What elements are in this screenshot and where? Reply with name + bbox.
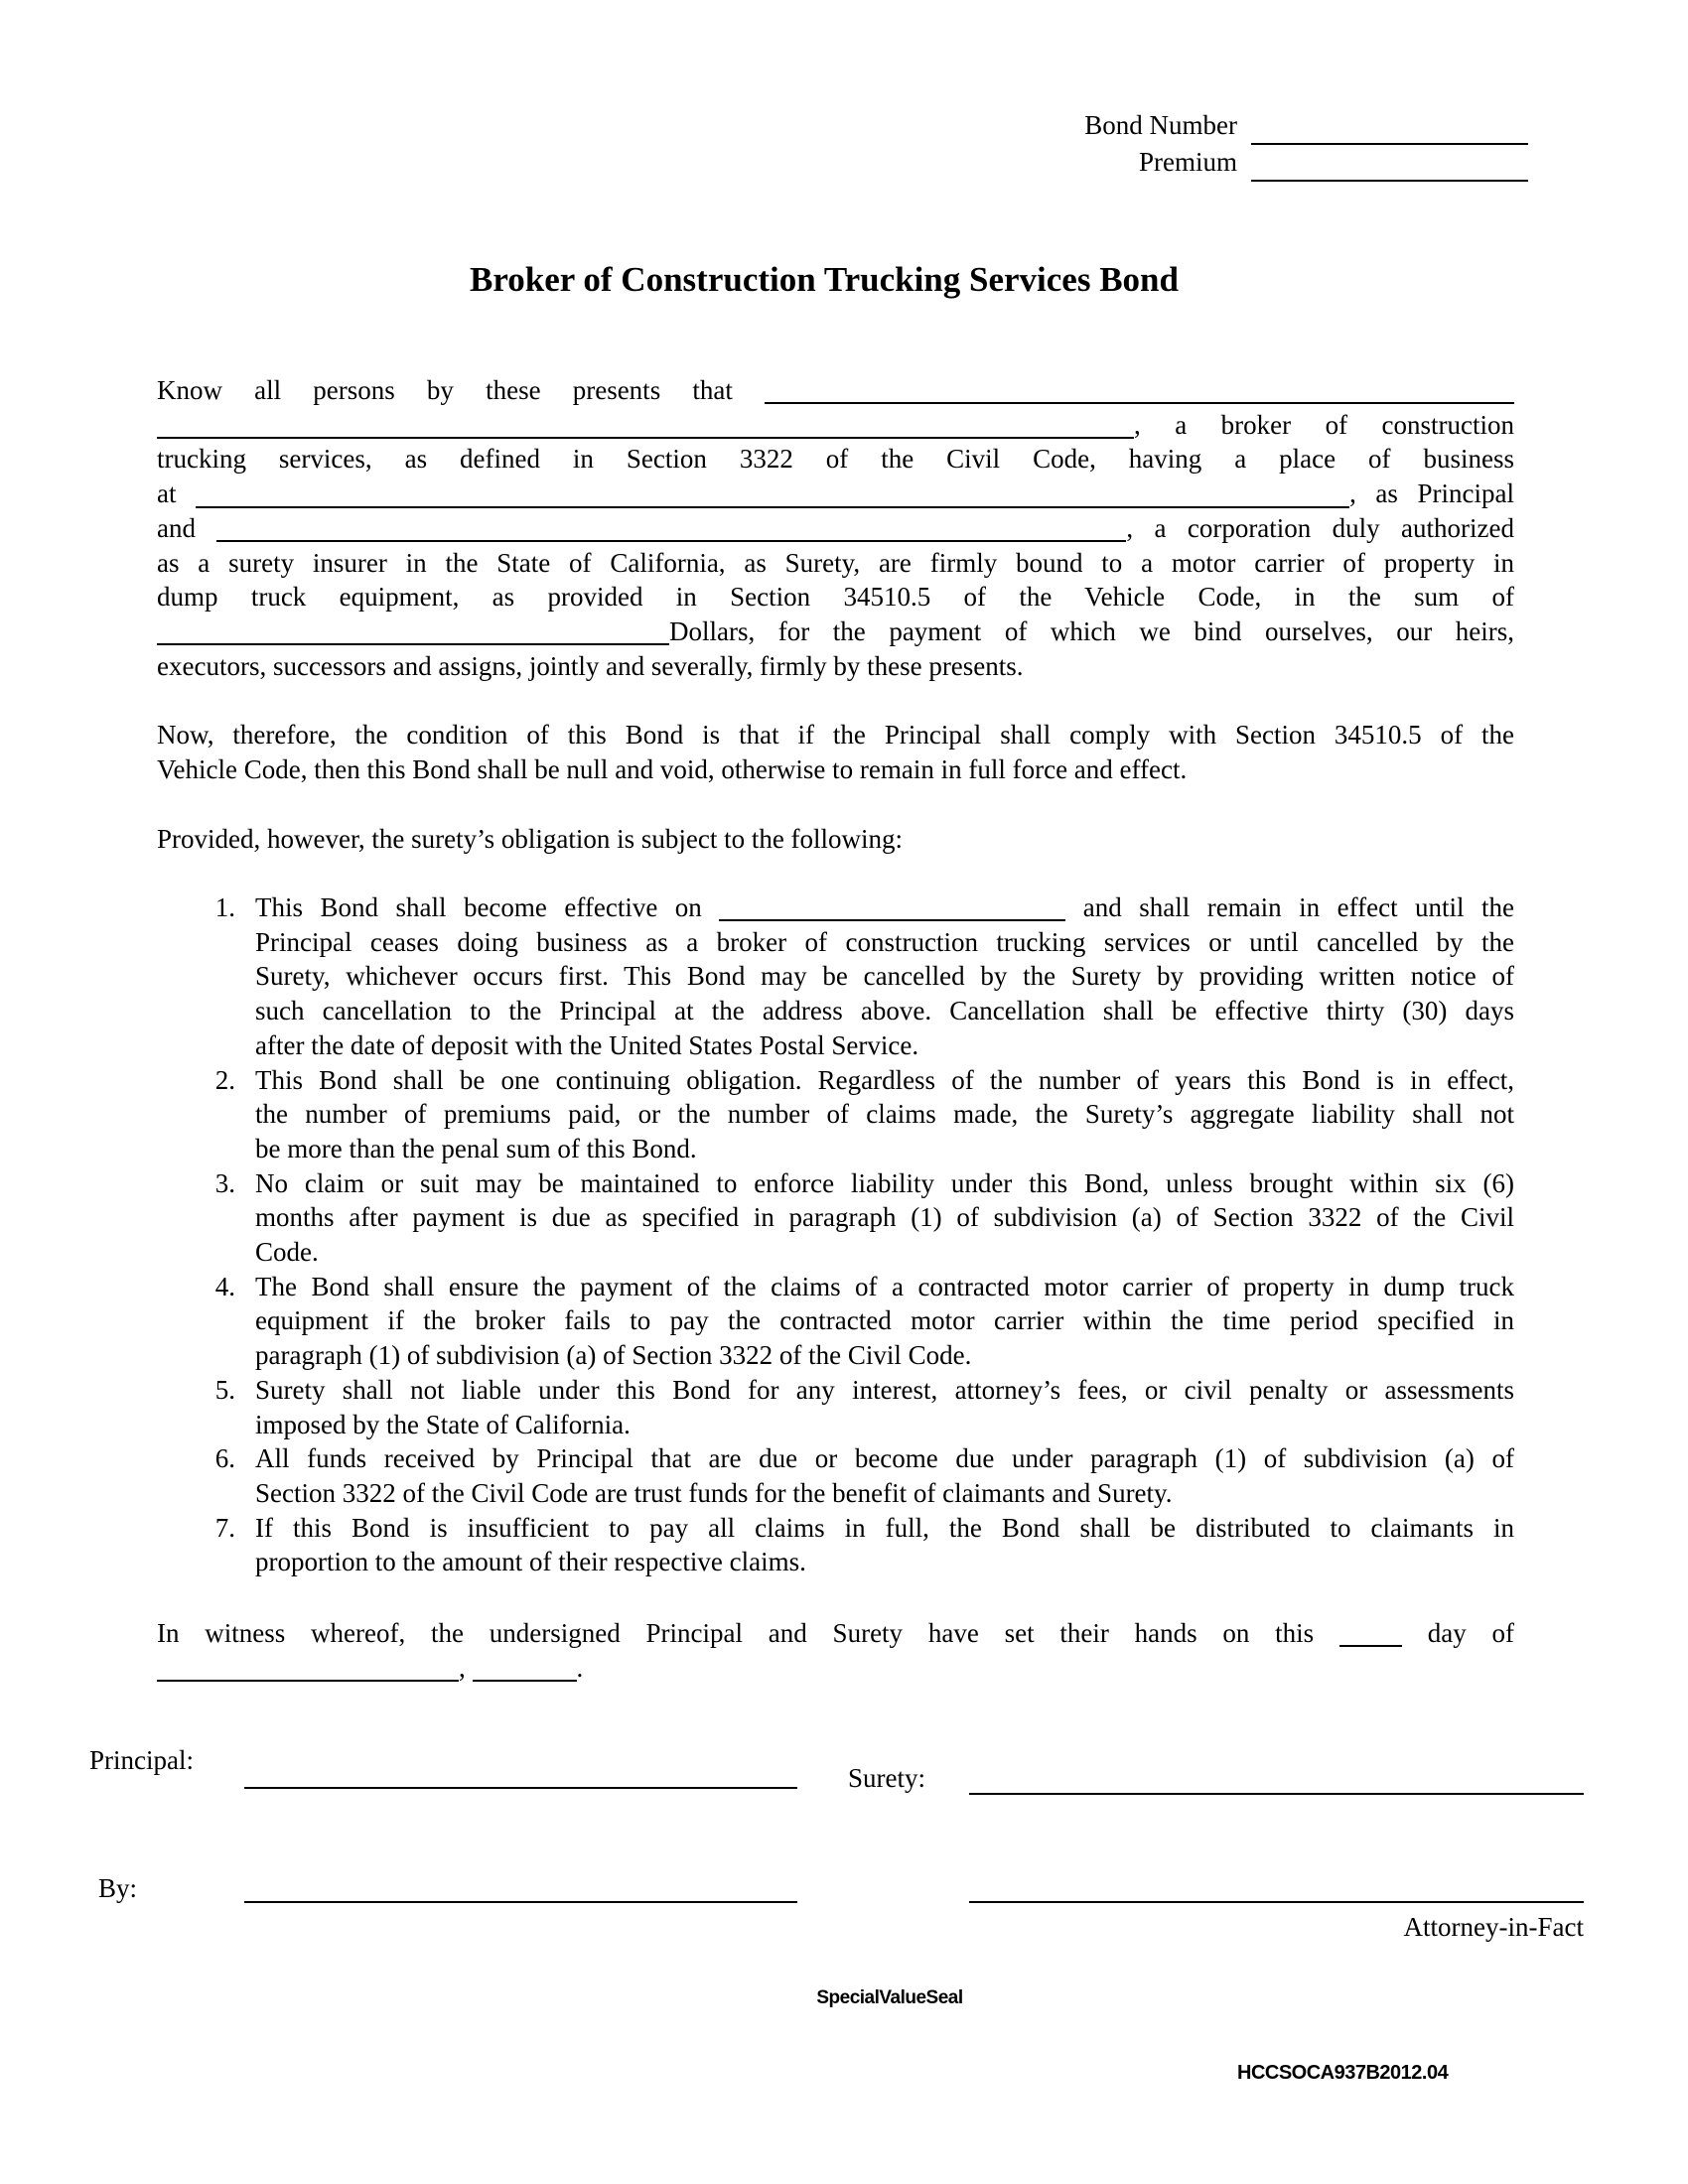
principal-name-field[interactable] bbox=[765, 377, 1514, 405]
document-title: Broker of Construction Trucking Services Bond bbox=[470, 260, 1179, 299]
list-line: proportion to the amount of their respective claims. bbox=[255, 1547, 806, 1577]
list-item bbox=[214, 1063, 1514, 1166]
form-code: HCCSOCA937B2012.04 bbox=[1237, 2062, 1449, 2084]
list-line: This Bond shall be one continuing obligation. Regardless of the number of years this Bond is in effect, bbox=[255, 1064, 1514, 1095]
list-item bbox=[214, 1511, 1514, 1579]
text: as a surety insurer in the State of California, as Surety, are firmly bound to a motor carrier of property in bbox=[157, 547, 1514, 578]
text: day of bbox=[1427, 1618, 1514, 1648]
text: trucking services, as defined in Section 3322 of the Civil Code, having a place of business bbox=[157, 444, 1514, 475]
list-number: 6. bbox=[214, 1443, 235, 1474]
list-line: Section 3322 of the Civil Code are trust funds for the benefit of claimants and Surety. bbox=[255, 1477, 1173, 1508]
special-value-seal: SpecialValueSeal bbox=[816, 1987, 963, 2008]
bond-number-field[interactable] bbox=[1251, 143, 1528, 145]
principal-label: Principal: bbox=[89, 1745, 194, 1775]
list-number: 5. bbox=[214, 1374, 235, 1405]
surety-signature-line[interactable] bbox=[969, 1793, 1584, 1795]
attorney-signature-line[interactable] bbox=[969, 1901, 1584, 1903]
text: Dollars, for the payment of which we bind ourselves, our heirs, bbox=[669, 615, 1514, 646]
list-line: months after payment is due as specified in paragraph (1) of subdivision (a) of Section 3322 of the Civil bbox=[255, 1202, 1514, 1233]
principal-signature-line[interactable] bbox=[244, 1787, 797, 1789]
text: This Bond shall become effective on bbox=[255, 892, 702, 922]
month-field[interactable] bbox=[157, 1654, 459, 1682]
year-field[interactable] bbox=[473, 1654, 577, 1682]
list-line: Surety, whichever occurs first. This Bond may be cancelled by the Surety by providing written notice of bbox=[255, 961, 1514, 992]
comma: , bbox=[459, 1652, 466, 1683]
intro-paragraph bbox=[157, 373, 1514, 683]
list-line: Surety shall not liable under this Bond for any interest, attorney’s fees, or civil penalty or assessments bbox=[255, 1374, 1514, 1405]
list-item bbox=[214, 890, 1515, 1063]
surety-name-field[interactable] bbox=[216, 515, 1126, 543]
list-line: No claim or suit may be maintained to enforce liability under this Bond, unless brought within six (6) bbox=[255, 1167, 1514, 1198]
list-line: equipment if the broker fails to pay the contracted motor carrier within the time period specified in bbox=[255, 1305, 1514, 1336]
list-line: imposed by the State of California. bbox=[255, 1409, 631, 1439]
list-number: 2. bbox=[214, 1064, 235, 1095]
list-line: such cancellation to the Principal at the address above. Cancellation shall be effective thirty (30) days bbox=[255, 996, 1514, 1026]
text: In witness whereof, the undersigned Principal and Surety have set their hands on this bbox=[157, 1618, 1315, 1648]
list-line bbox=[255, 890, 1514, 925]
bond-number-label: Bond Number bbox=[1084, 110, 1237, 140]
principal-name-field-2[interactable] bbox=[157, 411, 1134, 439]
text: at bbox=[157, 478, 177, 509]
attorney-in-fact-label: Attorney-in-Fact bbox=[1403, 1912, 1584, 1942]
list-number: 4. bbox=[214, 1271, 235, 1301]
text: , a corporation duly authorized bbox=[1126, 512, 1514, 543]
list-number: 3. bbox=[214, 1167, 235, 1198]
list-item bbox=[214, 1373, 1514, 1441]
premium-label: Premium bbox=[1139, 147, 1237, 177]
list-number: 7. bbox=[214, 1512, 235, 1543]
conditions-list bbox=[214, 890, 1515, 1579]
list-item bbox=[214, 1441, 1514, 1510]
list-line: If this Bond is insufficient to pay all claims in full, the Bond shall be distributed to claimants in bbox=[255, 1512, 1514, 1543]
premium-field[interactable] bbox=[1251, 180, 1528, 182]
by-label: By: bbox=[98, 1873, 138, 1903]
surety-label: Surety: bbox=[848, 1763, 925, 1793]
list-line: The Bond shall ensure the payment of the claims of a contracted motor carrier of property in dump truck bbox=[255, 1271, 1514, 1301]
day-field[interactable] bbox=[1339, 1620, 1402, 1648]
text: and bbox=[157, 512, 196, 543]
text: Now, therefore, the condition of this Bond is that if the Principal shall comply with Section 34510.5 of the bbox=[157, 720, 1514, 750]
provided-paragraph: Provided, however, the surety’s obligation is subject to the following: bbox=[157, 824, 904, 854]
text: dump truck equipment, as provided in Section 34510.5 of the Vehicle Code, in the sum of bbox=[157, 582, 1514, 613]
text: executors, successors and assigns, jointly and severally, firmly by these presents. bbox=[157, 650, 1024, 681]
list-line: after the date of deposit with the United States Postal Service. bbox=[255, 1029, 919, 1060]
business-address-field[interactable] bbox=[196, 480, 1349, 508]
list-line: the number of premiums paid, or the number of claims made, the Surety’s aggregate liability shall not bbox=[255, 1099, 1514, 1130]
witness-paragraph bbox=[157, 1616, 1514, 1685]
list-line: paragraph (1) of subdivision (a) of Section 3322 of the Civil Code. bbox=[255, 1340, 972, 1371]
effective-date-field[interactable] bbox=[719, 894, 1065, 922]
text: , as Principal bbox=[1349, 478, 1514, 509]
text: Know all persons by these presents that bbox=[157, 375, 733, 405]
text: and shall remain in effect until the bbox=[1082, 892, 1515, 922]
text: , a broker of construction bbox=[1134, 409, 1514, 440]
list-line: Principal ceases doing business as a broker of construction trucking services or until cancelled by the bbox=[255, 926, 1514, 957]
period: . bbox=[576, 1652, 584, 1683]
list-line: Code. bbox=[255, 1237, 319, 1268]
list-item bbox=[214, 1166, 1514, 1270]
list-item bbox=[214, 1270, 1514, 1373]
bond-amount-field[interactable] bbox=[157, 618, 669, 646]
list-line: be more than the penal sum of this Bond. bbox=[255, 1133, 697, 1163]
list-line: All funds received by Principal that are due or become due under paragraph (1) of subdivision (a) of bbox=[255, 1443, 1514, 1474]
by-signature-line[interactable] bbox=[244, 1901, 797, 1903]
list-number: 1. bbox=[214, 892, 235, 922]
text: Vehicle Code, then this Bond shall be null and void, otherwise to remain in full force and effect. bbox=[157, 753, 1188, 784]
condition-paragraph bbox=[157, 718, 1514, 786]
